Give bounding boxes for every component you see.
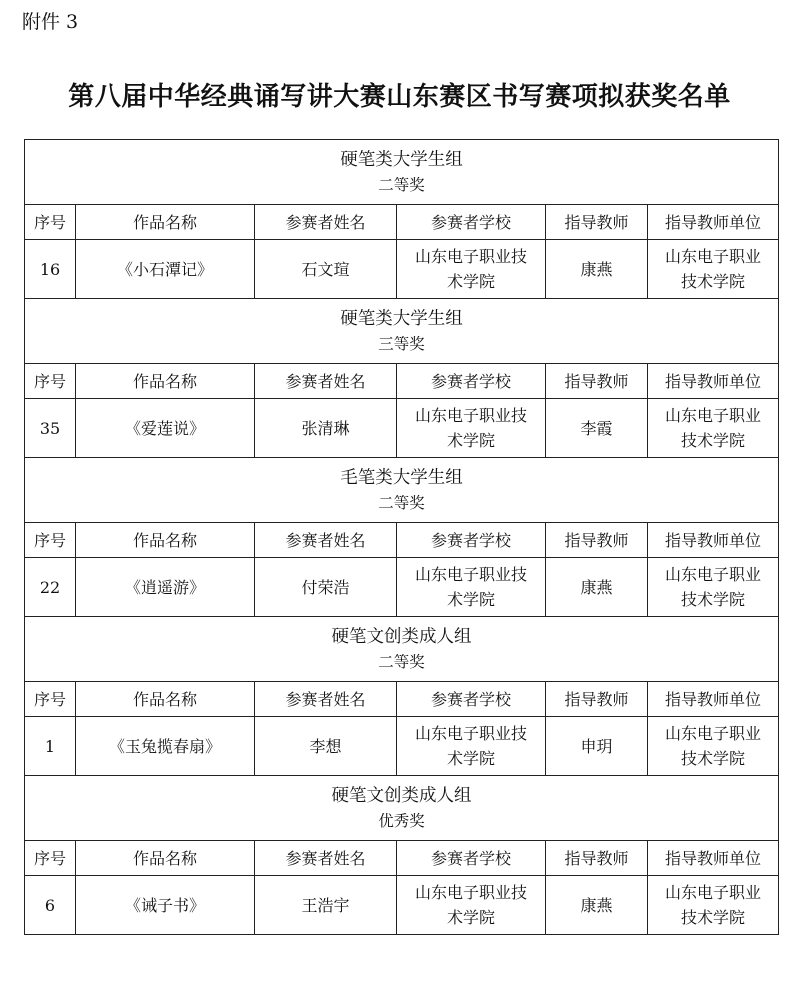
prize-level: 二等奖 <box>378 653 425 671</box>
col-header-unit: 指导教师单位 <box>648 364 779 399</box>
section-header-cell <box>25 140 779 205</box>
cell-name: 张清琳 <box>255 399 397 458</box>
table-row <box>25 876 779 935</box>
col-header-work: 作品名称 <box>76 523 255 558</box>
cell-teacher-unit <box>648 717 779 776</box>
cell-no: 22 <box>25 558 76 617</box>
section-header-cell <box>25 776 779 841</box>
cell-work: 《逍遥游》 <box>76 558 255 617</box>
cell-teacher: 康燕 <box>546 558 648 617</box>
col-header-teacher: 指导教师 <box>546 523 648 558</box>
table-row <box>25 558 779 617</box>
unit-line-2: 技术学院 <box>681 908 746 927</box>
unit-line-2: 技术学院 <box>681 431 746 450</box>
col-header-teacher: 指导教师 <box>546 205 648 240</box>
unit-line-2: 技术学院 <box>681 749 746 768</box>
school-line-2: 术学院 <box>446 908 495 927</box>
col-header-work: 作品名称 <box>76 682 255 717</box>
cell-no: 35 <box>25 399 76 458</box>
cell-school <box>397 399 546 458</box>
section-header-row <box>25 458 779 523</box>
col-header-unit: 指导教师单位 <box>648 841 779 876</box>
cell-school <box>397 717 546 776</box>
prize-level: 二等奖 <box>378 176 425 194</box>
cell-work: 《玉兔揽春扇》 <box>76 717 255 776</box>
cell-name: 王浩宇 <box>255 876 397 935</box>
col-header-name: 参赛者姓名 <box>255 205 397 240</box>
col-header-no: 序号 <box>25 523 76 558</box>
column-header-row <box>25 205 779 240</box>
section-header-cell <box>25 458 779 523</box>
section-header-row <box>25 299 779 364</box>
cell-teacher: 李霞 <box>546 399 648 458</box>
col-header-no: 序号 <box>25 364 76 399</box>
school-line-1: 山东电子职业技 <box>414 565 527 584</box>
school-line-2: 术学院 <box>446 590 495 609</box>
cell-no: 16 <box>25 240 76 299</box>
table-row <box>25 717 779 776</box>
col-header-unit: 指导教师单位 <box>648 682 779 717</box>
cell-work: 《小石潭记》 <box>76 240 255 299</box>
cell-work: 《诫子书》 <box>76 876 255 935</box>
section-header-cell <box>25 299 779 364</box>
cell-teacher: 康燕 <box>546 240 648 299</box>
cell-teacher-unit <box>648 399 779 458</box>
cell-no: 1 <box>25 717 76 776</box>
group-name: 毛笔类大学生组 <box>340 468 463 488</box>
school-line-2: 术学院 <box>446 749 495 768</box>
col-header-no: 序号 <box>25 205 76 240</box>
unit-line-1: 山东电子职业 <box>665 565 762 584</box>
cell-teacher: 康燕 <box>546 876 648 935</box>
col-header-teacher: 指导教师 <box>546 682 648 717</box>
cell-teacher-unit <box>648 558 779 617</box>
col-header-school: 参赛者学校 <box>397 841 546 876</box>
prize-level: 优秀奖 <box>378 812 425 830</box>
unit-line-1: 山东电子职业 <box>665 247 762 266</box>
prize-level: 三等奖 <box>378 335 425 353</box>
cell-school <box>397 876 546 935</box>
cell-name: 石文瑄 <box>255 240 397 299</box>
award-table-body <box>25 140 779 935</box>
group-name: 硬笔类大学生组 <box>340 309 463 329</box>
section-header-row <box>25 140 779 205</box>
col-header-work: 作品名称 <box>76 364 255 399</box>
cell-no: 6 <box>25 876 76 935</box>
cell-teacher-unit <box>648 876 779 935</box>
col-header-school: 参赛者学校 <box>397 364 546 399</box>
unit-line-2: 技术学院 <box>681 590 746 609</box>
prize-level: 二等奖 <box>378 494 425 512</box>
col-header-name: 参赛者姓名 <box>255 841 397 876</box>
col-header-no: 序号 <box>25 682 76 717</box>
school-line-1: 山东电子职业技 <box>414 406 527 425</box>
school-line-2: 术学院 <box>446 431 495 450</box>
cell-name: 付荣浩 <box>255 558 397 617</box>
group-name: 硬笔类大学生组 <box>340 150 463 170</box>
col-header-name: 参赛者姓名 <box>255 364 397 399</box>
cell-school <box>397 240 546 299</box>
unit-line-1: 山东电子职业 <box>665 724 762 743</box>
col-header-work: 作品名称 <box>76 841 255 876</box>
section-header-row <box>25 776 779 841</box>
unit-line-2: 技术学院 <box>681 272 746 291</box>
col-header-no: 序号 <box>25 841 76 876</box>
col-header-name: 参赛者姓名 <box>255 523 397 558</box>
col-header-teacher: 指导教师 <box>546 841 648 876</box>
school-line-1: 山东电子职业技 <box>414 247 527 266</box>
cell-work: 《爱莲说》 <box>76 399 255 458</box>
table-row <box>25 240 779 299</box>
col-header-unit: 指导教师单位 <box>648 523 779 558</box>
school-line-1: 山东电子职业技 <box>414 883 527 902</box>
col-header-school: 参赛者学校 <box>397 205 546 240</box>
col-header-name: 参赛者姓名 <box>255 682 397 717</box>
col-header-teacher: 指导教师 <box>546 364 648 399</box>
group-name: 硬笔文创类成人组 <box>331 786 472 806</box>
column-header-row <box>25 841 779 876</box>
cell-school <box>397 558 546 617</box>
col-header-unit: 指导教师单位 <box>648 205 779 240</box>
unit-line-1: 山东电子职业 <box>665 883 762 902</box>
award-table <box>24 139 779 935</box>
cell-name: 李想 <box>255 717 397 776</box>
school-line-1: 山东电子职业技 <box>414 724 527 743</box>
document-title: 第八届中华经典诵写讲大赛山东赛区书写赛项拟获奖名单 <box>68 82 731 112</box>
table-row <box>25 399 779 458</box>
school-line-2: 术学院 <box>446 272 495 291</box>
attachment-label: 附件 3 <box>22 11 79 33</box>
col-header-work: 作品名称 <box>76 205 255 240</box>
column-header-row <box>25 364 779 399</box>
unit-line-1: 山东电子职业 <box>665 406 762 425</box>
cell-teacher-unit <box>648 240 779 299</box>
column-header-row <box>25 523 779 558</box>
col-header-school: 参赛者学校 <box>397 682 546 717</box>
col-header-school: 参赛者学校 <box>397 523 546 558</box>
section-header-row <box>25 617 779 682</box>
section-header-cell <box>25 617 779 682</box>
cell-teacher: 申玥 <box>546 717 648 776</box>
column-header-row <box>25 682 779 717</box>
group-name: 硬笔文创类成人组 <box>331 627 472 647</box>
